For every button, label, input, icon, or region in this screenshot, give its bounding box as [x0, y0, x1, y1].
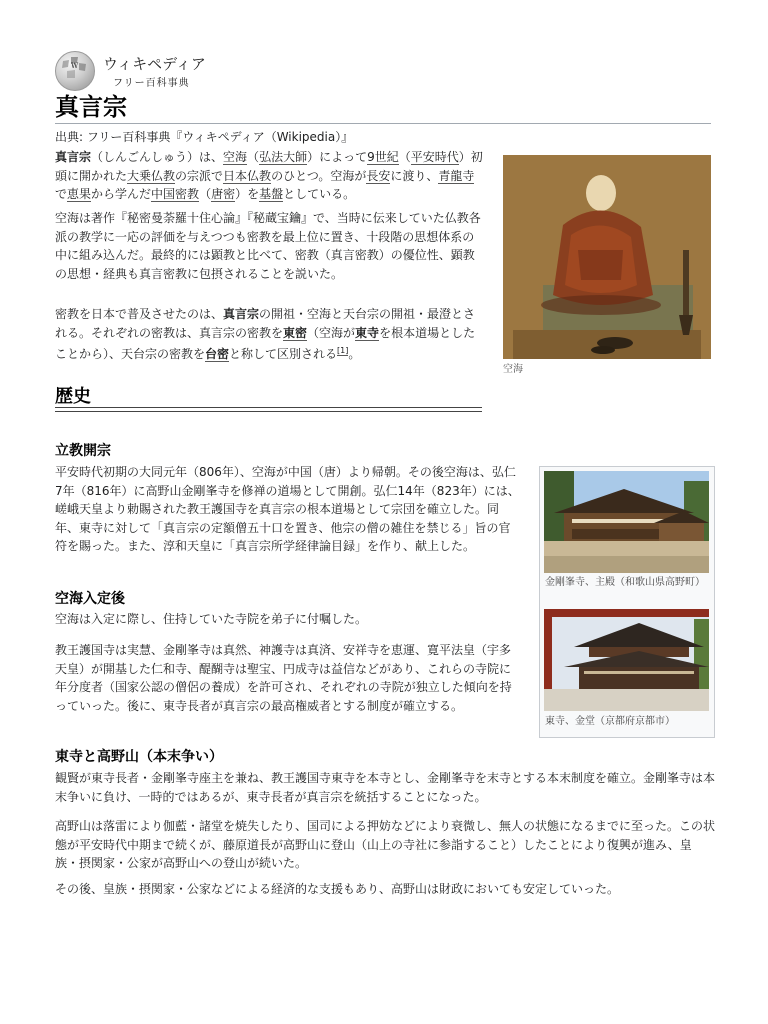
text: ）を [235, 187, 260, 201]
link-heian-period[interactable]: 平安時代 [410, 150, 459, 164]
text: と称して区別される [229, 347, 338, 361]
link-toji[interactable]: 東寺 [355, 325, 380, 340]
term-bold: 真言宗 [223, 307, 260, 321]
toji-kondo-caption: 東寺、金堂（京都府京都市） [545, 716, 675, 727]
kukai-portrait-image[interactable] [503, 155, 711, 359]
toji-kondo-image[interactable] [544, 609, 709, 711]
toji-koyasan-paragraph-3: その後、皇族・摂関家・公家などによる経済的な支援もあり、高野山は財政においても安定していった。 [55, 882, 620, 896]
link-basis[interactable]: 基盤 [259, 187, 284, 201]
kongobuji-image[interactable] [544, 471, 709, 573]
toji-koyasan-paragraph-2: 高野山は落雷により伽藍・諸堂を焼失したり、国司による押妨などにより衰微し、無人の状態になるまでに至った。この状態が平安時代中期まで続くが、藤原道長が高野山に登山（山上の寺社に参詣すること）したことにより復興が進み、皇族・摂関家・公家が高野山への登山が続いた。 [55, 819, 716, 870]
intro-paragraph-3 [55, 305, 485, 364]
text: 密教を日本で普及させたのは、 [55, 307, 224, 321]
figure-kukai [503, 155, 711, 377]
svg-text:W: W [71, 62, 79, 70]
text: （空海が [307, 325, 356, 340]
text: から学んだ [91, 187, 152, 201]
image-gallery [539, 466, 715, 738]
link-japanese-buddhism[interactable]: 日本仏教 [223, 168, 272, 183]
text: としている。 [283, 187, 356, 201]
logo-wordmark: ウィキペディア [103, 55, 206, 73]
text: の開祖・空海と天台宗の開祖・最澄とされる。それぞれの密教は、真言宗の密教を [55, 307, 476, 340]
figure-caption: 空海 [503, 364, 523, 375]
text: （ [199, 187, 212, 201]
text: （ [398, 150, 411, 164]
text: を根本道場としたことから）、天台宗の密教を [55, 325, 476, 361]
text: で [55, 187, 68, 201]
text: の宗派で [175, 168, 224, 183]
link-qinglong-temple[interactable]: 青龍寺 [438, 168, 475, 183]
term-bold: 真言宗 [55, 150, 92, 164]
section-divider [55, 411, 482, 412]
link-huiguo[interactable]: 恵果 [67, 187, 92, 201]
reference-link[interactable]: [1] [337, 346, 349, 355]
link-tangmi[interactable]: 唐密 [211, 187, 236, 201]
text: に渡り、 [390, 168, 439, 183]
section-heading-history: 歴史 [55, 386, 91, 407]
text: （しんごんしゅう）は、 [91, 150, 224, 164]
text: ）初頭に開かれた [55, 150, 483, 183]
intro-paragraph-1 [55, 148, 485, 204]
link-kobo-daishi[interactable]: 弘法大師 [259, 150, 308, 164]
link-chinese-esoteric-buddhism[interactable]: 中国密教 [151, 187, 200, 201]
subheading-toji-koyasan: 東寺と高野山（本末争い） [55, 749, 223, 765]
link-changan[interactable]: 長安 [366, 168, 391, 183]
page-title: 真言宗 [55, 92, 127, 121]
text: （ [247, 150, 260, 164]
link-kukai[interactable]: 空海 [223, 150, 248, 164]
link-9th-century[interactable]: 9世紀 [367, 150, 399, 164]
subheading-after-kukai: 空海入定後 [55, 591, 125, 607]
text: ）によって [307, 150, 368, 164]
text: のひとつ。空海が [271, 168, 367, 183]
section-divider [55, 407, 482, 408]
link-mahayana[interactable]: 大乗仏教 [127, 168, 176, 183]
title-divider [55, 123, 711, 124]
kongobuji-caption: 金剛峯寺、主殿（和歌山県高野町） [545, 577, 705, 588]
link-taimitsu[interactable]: 台密 [205, 347, 230, 361]
after-kukai-paragraph-2: 教王護国寺は実慧、金剛峯寺は真然、神護寺は真済、安祥寺を恵運、寛平法皇（宇多天皇）が開基した仁和寺、醍醐寺は聖宝、円成寺は益信などがあり、これらの寺院に年分度者（国家公認の僧侶の養成）を許可され、それぞれの寺院が独立した傾向を持っていった。後に、東寺長者が真言宗の最高権威者とする制度が確立する。 [55, 643, 512, 713]
puzzle-globe-icon [55, 51, 93, 89]
source-line: 出典: フリー百科事典『ウィキペディア（Wikipedia）』 [55, 130, 354, 144]
link-tomitsu[interactable]: 東密 [283, 325, 308, 340]
intro-paragraph-2: 空海は著作『秘密曼荼羅十住心論』『秘蔵宝鑰』で、当時に伝来していた仏教各派の教学に一応の評価を与えつつも密教を最上位に置き、十段階の思想体系の中に組み込んだ。最終的には顕教と比べて、密教（真言密教）の優位性、顕教の思想・経典も真言密教に包摂されることを説いた。 [55, 211, 481, 281]
subheading-founding: 立教開宗 [55, 443, 111, 459]
logo-tagline: フリー百科事典 [113, 78, 190, 89]
after-kukai-paragraph-1: 空海は入定に際し、住持していた寺院を弟子に付嘱した。 [55, 612, 368, 626]
toji-koyasan-paragraph-1: 観賢が東寺長者・金剛峯寺座主を兼ね、教王護国寺東寺を本寺とし、金剛峯寺を末寺とする本末制度を確立。金剛峯寺は本末争いに負け、一時的ではあるが、東寺長者が真言宗を統括することになった。 [55, 771, 716, 804]
founding-paragraph: 平安時代初期の大同元年（806年）、空海が中国（唐）より帰朝。その後空海は、弘仁7年（816年）に高野山金剛峯寺を修禅の道場として開創。弘仁14年（823年）には、嵯峨天皇より勅賜された教王護国寺を真言宗の根本道場として宗団を確立した。同年、東寺に対して「真言宗の定額僧五十口を置き、他宗の僧の雑住を禁じる」旨の官符を賜った。また、淳和天皇に「真言宗所学経律論目録」を作り、献上した。 [55, 465, 520, 553]
text: 。 [348, 347, 361, 361]
